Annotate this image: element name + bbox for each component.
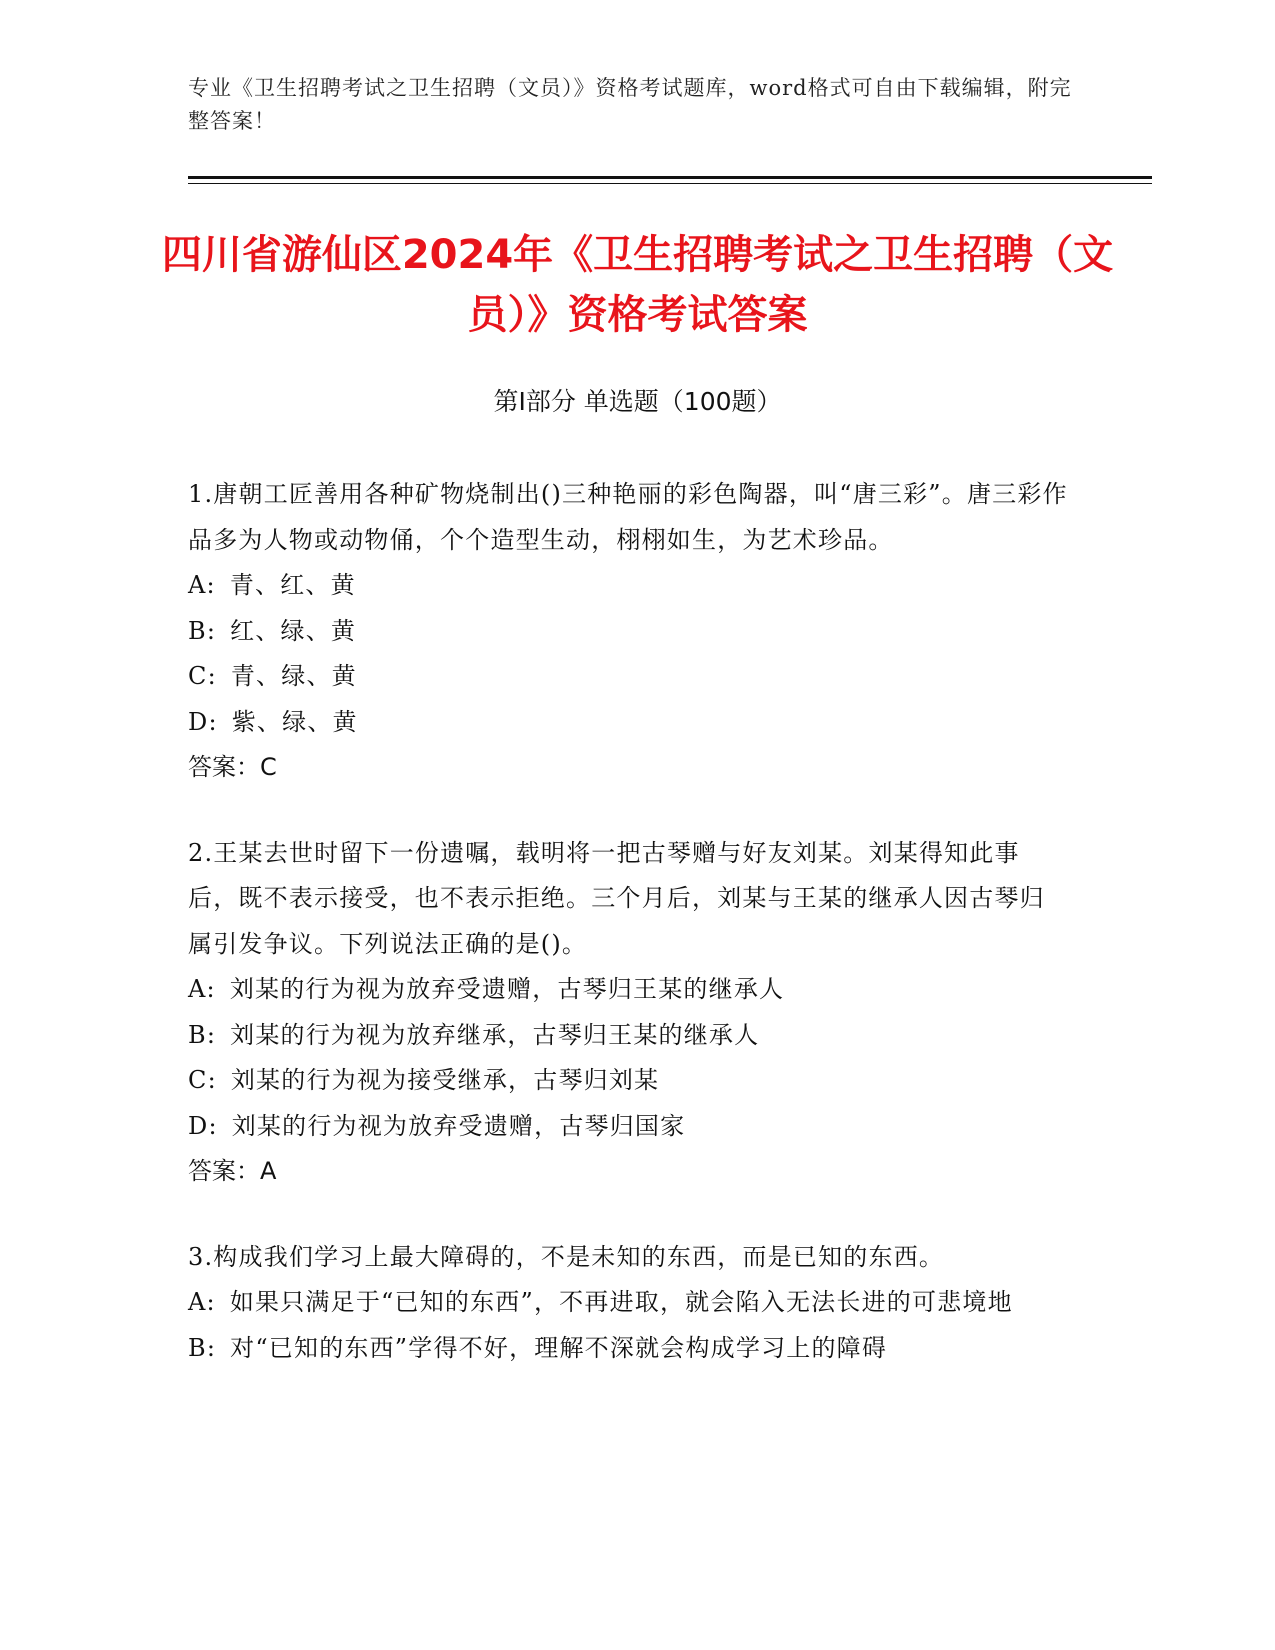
answer-line: 答案：A [188, 1157, 277, 1185]
option-letter: C: [188, 1066, 217, 1094]
option-text: 紫、绿、黄 [231, 707, 358, 736]
header-divider-thin [188, 183, 1152, 184]
option-letter: A: [188, 571, 216, 599]
question-1 [188, 472, 1068, 791]
option-letter: A: [188, 975, 216, 1003]
option-letter: D: [188, 1111, 218, 1140]
question-stem: 3.构成我们学习上最大障碍的，不是未知的东西，而是已知的东西。 [188, 1242, 945, 1271]
option-letter: B: [188, 1333, 217, 1362]
option-c [188, 654, 1068, 700]
option-text: 青、绿、黄 [230, 662, 357, 690]
option-letter: A: [188, 1288, 216, 1316]
section-heading: 第Ⅰ部分 单选题（100题） [493, 387, 782, 416]
option-text: 红、绿、黄 [230, 616, 357, 645]
option-text: 刘某的行为视为接受继承，古琴归刘某 [230, 1066, 660, 1094]
option-text: 如果只满足于“已知的东西”，不再进取，就会陷入无法长进的可悲境地 [229, 1288, 1013, 1316]
option-b [188, 1326, 1068, 1372]
question-stem: 2.王某去世时留下一份遗嘱，载明将一把古琴赠与好友刘某。刘某得知此事后，既不表示接受，也不表示拒绝。三个月后，刘某与王某的继承人因古琴归属引发争议。下列说法正确的是()。 [188, 838, 1045, 958]
option-text: 青、红、黄 [229, 571, 356, 599]
question-3 [188, 1235, 1068, 1372]
option-a [188, 563, 1068, 609]
header-note: 专业《卫生招聘考试之卫生招聘（文员）》资格考试题库，word格式可自由下载编辑，附完整答案！ [188, 76, 1072, 133]
document-title: 四川省游仙区2024年《卫生招聘考试之卫生招聘（文员）》资格考试答案 [161, 232, 1114, 338]
option-letter: C: [188, 662, 217, 690]
option-a [188, 967, 1068, 1013]
question-list [188, 472, 1068, 1411]
option-b [188, 1013, 1068, 1059]
option-text: 刘某的行为视为放弃继承，古琴归王某的继承人 [230, 1020, 760, 1049]
question-2 [188, 831, 1068, 1195]
option-c [188, 1058, 1068, 1104]
option-text: 对“已知的东西”学得不好，理解不深就会构成学习上的障碍 [230, 1333, 888, 1362]
option-d [188, 1104, 1068, 1150]
option-letter: D: [188, 707, 218, 736]
option-text: 刘某的行为视为放弃受遗赠，古琴归国家 [231, 1111, 686, 1140]
answer-line: 答案：C [188, 753, 277, 781]
option-letter: B: [188, 616, 217, 645]
question-stem: 1.唐朝工匠善用各种矿物烧制出()三种艳丽的彩色陶器，叫“唐三彩”。唐三彩作品多为人物或动物俑，个个造型生动，栩栩如生，为艺术珍品。 [188, 480, 1068, 554]
option-a [188, 1280, 1068, 1326]
option-b [188, 609, 1068, 655]
option-d [188, 700, 1068, 746]
option-letter: B: [188, 1020, 217, 1049]
header-divider [188, 176, 1152, 179]
option-text: 刘某的行为视为放弃受遗赠，古琴归王某的继承人 [229, 975, 785, 1003]
